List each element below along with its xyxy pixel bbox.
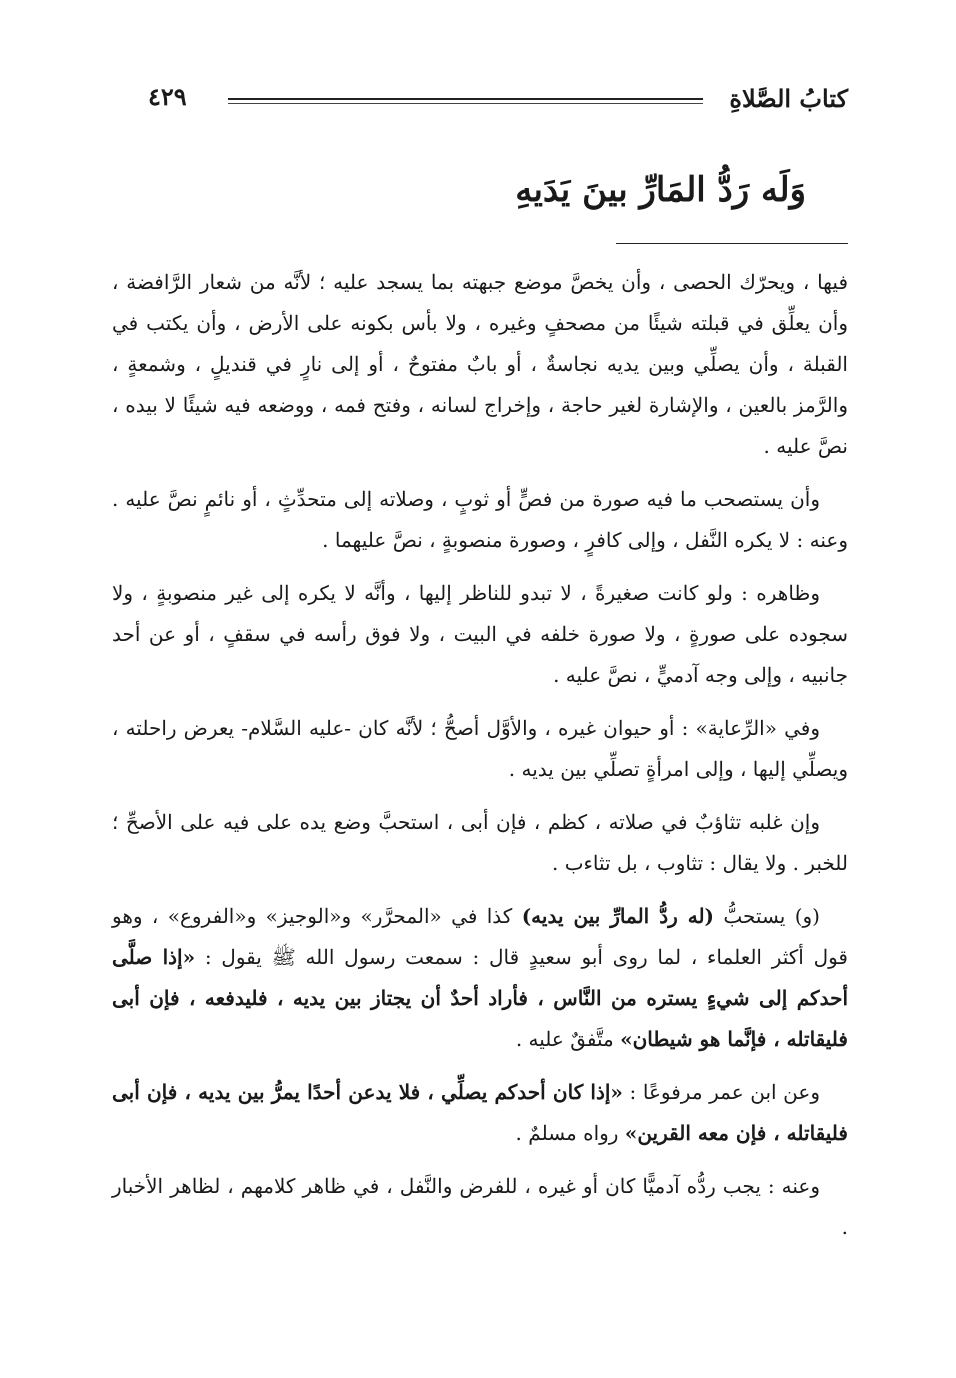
paragraph-6-bold-1: (له ردُّ المارِّ بين يديه) [521, 904, 714, 928]
paragraph-6-text-2: كذا في «المحرَّر» و«الوجيز» و«الفروع» ، وهو قول أكثر العلماء ، لما روى أبو سعيدٍ قال : سمعت رسول الله ﷺ يقول : [112, 904, 848, 969]
paragraph-7 [112, 1072, 848, 1154]
paragraph-7-text-1: وعن ابن عمر مرفوعًا : [622, 1080, 821, 1104]
page-number: ٤٢٩ [148, 82, 187, 111]
paragraph-7-text-2: رواه مسلمٌ . [515, 1121, 625, 1145]
paragraph-5: وإن غلبه تثاؤبٌ في صلاته ، كظم ، فإن أبى ، استحبَّ وضع يده على فيه على الأصحِّ ؛ للخبر . ولا يقال : تثاوب ، بل تثاءب . [112, 810, 848, 875]
paragraph-6-text-1: (و) يستحبُّ [714, 904, 820, 928]
section-heading: وَلَه رَدُّ المَارِّ بينَ يَدَيهِ [515, 170, 806, 210]
paragraph-1: فيها ، ويحرّك الحصى ، وأن يخصَّ موضع جبهته بما يسجد عليه ؛ لأنَّه من شعار الرَّافضة ، وأن يعلِّق في قبلته شيئًا من مصحفٍ وغيره ، ولا بأس بكونه على الأرض ، وأن يكتب في القبلة ، وأن يصلِّي وبين يديه نجاسةٌ ، أو بابٌ مفتوحٌ ، أو إلى نارٍ في قنديلٍ ، وشمعةٍ ، والرَّمز بالعين ، والإشارة لغير حاجة ، وإخراج لسانه ، وفتح فمه ، ووضعه فيه شيئًا لا بيده ، نصَّ عليه . [112, 270, 849, 458]
running-title: كتابُ الصَّلاةِ [729, 84, 848, 113]
paragraph-6-text-3: متَّفقٌ عليه . [515, 1027, 621, 1051]
paragraph-8: وعنه : يجب ردُّه آدميًّا كان أو غيره ، للفرض والنَّفل ، في ظاهر كلامهم ، لظاهر الأخبار . [112, 1174, 848, 1239]
paragraph-3: وظاهره : ولو كانت صغيرةً ، لا تبدو للناظر إليها ، وأنَّه لا يكره إلى غير منصوبةٍ ، ولا سجوده على صورةٍ ، ولا صورة خلفه في البيت ، ولا فوق رأسه في سقفٍ ، أو عن أحد جانبيه ، وإلى وجه آدميٍّ ، نصَّ عليه . [112, 581, 848, 687]
paragraph-6 [112, 896, 848, 1060]
header-rule [228, 98, 703, 100]
page-header [128, 80, 848, 120]
paragraph-2: وأن يستصحب ما فيه صورة من فصٍّ أو ثوبٍ ، وصلاته إلى متحدِّثٍ ، أو نائمٍ نصَّ عليه . وعنه : لا يكره النَّفل ، وإلى كافرٍ ، وصورة منصوبةٍ ، نصَّ عليهما . [112, 487, 848, 552]
paragraph-6-hadith: «إذا صلَّى أحدكم إلى شيءٍ يستره من النَّاس ، فأراد أحدٌ أن يجتاز بين يديه ، فليدفعه ، فإن أبى فليقاتله ، فإنَّما هو شيطان» [112, 945, 848, 1051]
heading-rule [616, 243, 848, 244]
paragraph-7-hadith: «إذا كان أحدكم يصلِّي ، فلا يدعن أحدًا يمرُّ بين يديه ، فإن أبى فليقاتله ، فإن معه القرين» [112, 1080, 848, 1145]
paragraph-4: وفي «الرِّعاية» : أو حيوان غيره ، والأوَّل أصحُّ ؛ لأنَّه كان -عليه السَّلام- يعرض راحلته ، ويصلِّي إليها ، وإلى امرأةٍ تصلِّي بين يديه . [112, 716, 848, 781]
body-text [112, 262, 848, 1260]
